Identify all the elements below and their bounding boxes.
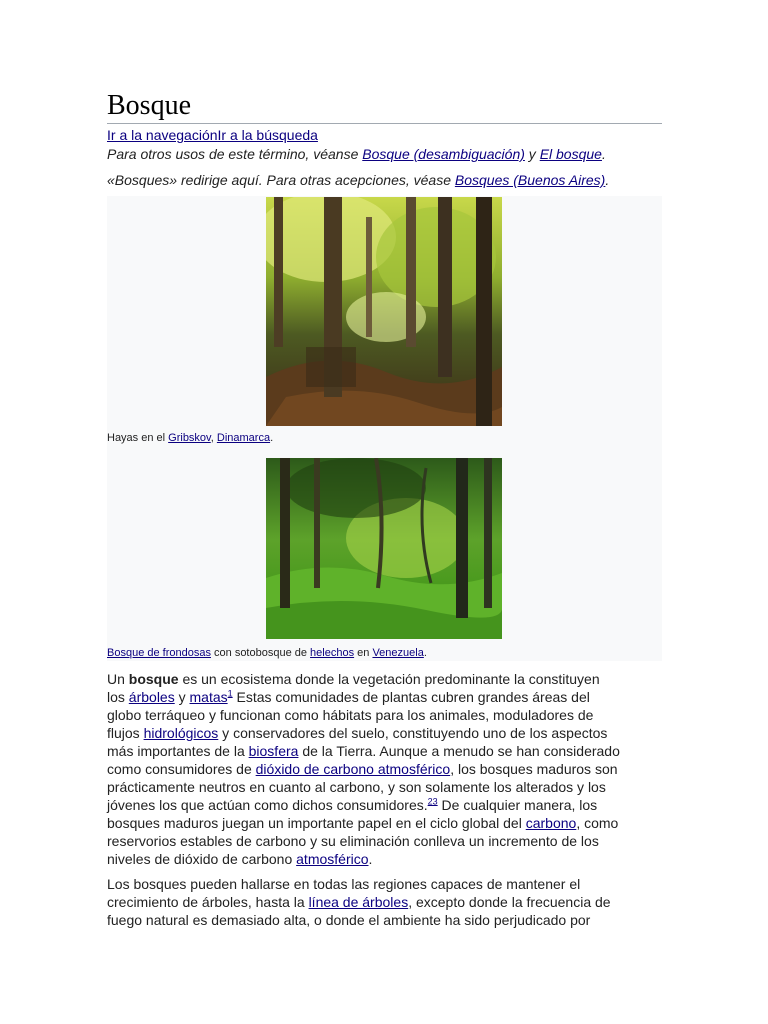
caption-text: Hayas en el xyxy=(107,432,169,444)
figure-caption xyxy=(107,647,427,659)
caption-text: . xyxy=(270,432,274,444)
link-arboles[interactable]: árboles xyxy=(128,689,175,705)
caption-text: . xyxy=(423,647,427,659)
caption-text: con sotobosque de xyxy=(210,647,311,659)
link-helechos[interactable]: helechos xyxy=(310,647,355,659)
link-venezuela[interactable]: Venezuela xyxy=(372,647,424,659)
link-matas[interactable]: matas xyxy=(189,689,228,705)
hatnote-text: . xyxy=(605,172,610,188)
paragraph-text: De cualquier manera, los xyxy=(437,797,598,813)
paragraph-text: es un ecosistema donde la vegetación predominante la constituyen xyxy=(178,671,600,687)
caption-text: en xyxy=(354,647,373,659)
bold-term: bosque xyxy=(128,671,179,687)
hatnote-text: «Bosques» redirige aquí. Para otras acepciones, véase xyxy=(107,172,455,188)
hatnote-text: . xyxy=(601,146,606,162)
reference-1[interactable]: 1 xyxy=(227,688,233,699)
link-atmosferico[interactable]: atmosférico xyxy=(296,851,369,867)
paragraph-text: niveles de dióxido de carbono xyxy=(107,851,297,867)
hatnote-text: Para otros usos de este término, véanse xyxy=(107,146,363,162)
jump-to-search-link[interactable]: Ir a la búsqueda xyxy=(217,127,318,143)
paragraph-text: jóvenes los que actúan como dichos consumidores. xyxy=(107,797,428,813)
link-bosques-buenos-aires[interactable]: Bosques (Buenos Aires) xyxy=(454,172,606,188)
reference-23[interactable]: 23 xyxy=(427,796,438,807)
caption-text: , xyxy=(210,432,217,444)
hatnote-redirect xyxy=(107,172,609,188)
paragraph-text: globo terráqueo y funcionan como hábitats para los animales, moduladores de xyxy=(107,707,594,723)
title-divider xyxy=(107,123,662,124)
paragraph-text: más importantes de la xyxy=(107,743,249,759)
link-carbono[interactable]: carbono xyxy=(525,815,577,831)
paragraph-text: reservorios estables de carbono y su eliminación conlleva un incremento de los xyxy=(107,833,599,849)
paragraph-text: fuego natural es demasiado alta, o donde el ambiente ha sido perjudicado por xyxy=(107,912,591,928)
link-bosque-de-frondosas[interactable]: Bosque de frondosas xyxy=(107,647,211,659)
paragraph-text: como consumidores de xyxy=(107,761,256,777)
paragraph-text: crecimiento de árboles, hasta la xyxy=(107,894,309,910)
paragraph-text: , como xyxy=(576,815,619,831)
jump-links xyxy=(107,127,318,143)
paragraph-text: de la Tierra. Aunque a menudo se han considerado xyxy=(298,743,620,759)
paragraph-text: y conservadores del suelo, constituyendo uno de los aspectos xyxy=(218,725,608,741)
intro-paragraph xyxy=(107,670,667,868)
paragraph-text: , los bosques maduros son xyxy=(450,761,618,777)
paragraph-text: Estas comunidades de plantas cubren grandes áreas del xyxy=(232,689,590,705)
paragraph-text: y xyxy=(174,689,190,705)
link-bosque-desambiguacion[interactable]: Bosque (desambiguación) xyxy=(362,146,525,162)
paragraph-text: flujos xyxy=(107,725,144,741)
paragraph-text: los xyxy=(107,689,129,705)
paragraph-text: Un xyxy=(107,671,129,687)
link-gribskov[interactable]: Gribskov xyxy=(168,432,211,444)
paragraph-text: Los bosques pueden hallarse en todas las regiones capaces de mantener el xyxy=(107,876,581,892)
jump-to-navigation-link[interactable]: Ir a la navegación xyxy=(107,127,218,143)
second-paragraph xyxy=(107,875,667,929)
beech-forest-image[interactable] xyxy=(266,197,502,426)
figure-caption xyxy=(107,432,273,444)
page-title: Bosque xyxy=(107,90,191,121)
link-dinamarca[interactable]: Dinamarca xyxy=(216,432,271,444)
paragraph-text: . xyxy=(368,851,373,867)
fern-forest-image[interactable] xyxy=(266,458,502,639)
link-biosfera[interactable]: biosfera xyxy=(248,743,299,759)
link-hidrologicos[interactable]: hidrológicos xyxy=(143,725,219,741)
paragraph-text: , excepto donde la frecuencia de xyxy=(408,894,611,910)
link-el-bosque[interactable]: El bosque xyxy=(539,146,602,162)
link-linea-de-arboles[interactable]: línea de árboles xyxy=(308,894,409,910)
paragraph-text: bosques maduros juegan un importante papel en el ciclo global del xyxy=(107,815,526,831)
link-dioxido-de-carbono-atmosferico[interactable]: dióxido de carbono atmosférico xyxy=(255,761,451,777)
paragraph-text: prácticamente neutros en cuanto al carbono, y son solamente los alterados y los xyxy=(107,779,606,795)
hatnote-disambiguation xyxy=(107,146,606,162)
hatnote-text: y xyxy=(524,146,540,162)
